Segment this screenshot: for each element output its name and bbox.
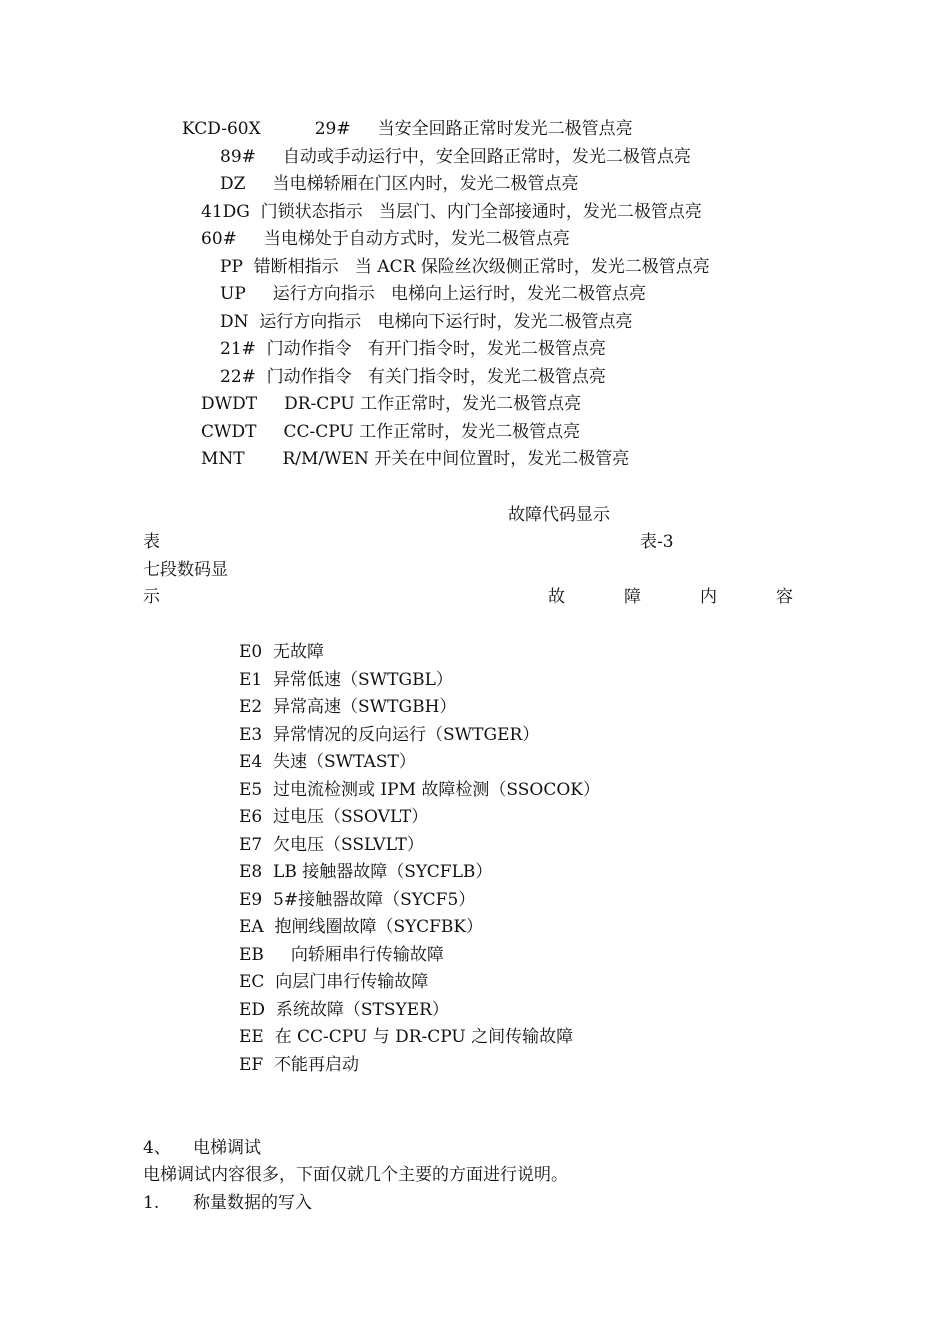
fault-code-row: E7 欠电压（SSLVLT） [239,835,424,855]
fault-code-row: E0 无故障 [239,642,325,662]
indicator-line-89: 89# 自动或手动运行中，安全回路正常时，发光二极管点亮 [220,147,691,167]
indicator-line-21: 21# 门动作指令 有开门指令时，发光二极管点亮 [220,339,606,359]
table-caption: 故障代码显示 [508,505,610,525]
section-intro: 电梯调试内容很多，下面仅就几个主要的方面进行说明。 [143,1165,568,1185]
table-header-col2-char: 内 [700,587,717,607]
table-header-col1-b: 示 [143,587,160,607]
indicator-line-dz: DZ 当电梯轿厢在门区内时，发光二极管点亮 [220,174,579,194]
fault-code-row: E1 异常低速（SWTGBL） [239,670,453,690]
fault-code-row: E2 异常高速（SWTGBH） [239,697,457,717]
indicator-line-dn: DN 运行方向指示 电梯向下运行时，发光二极管点亮 [220,312,633,332]
fault-code-row: E4 失速（SWTAST） [239,752,416,772]
fault-code-row: EE 在 CC-CPU 与 DR-CPU 之间传输故障 [239,1027,574,1047]
table-header-col2-char: 故 [548,587,565,607]
table-caption-prefix: 表 [143,532,160,552]
fault-code-row: EF 不能再启动 [239,1055,360,1075]
subsection-number: 1. [143,1193,160,1213]
section-number: 4、 [143,1138,171,1158]
indicator-line-cwdt: CWDT CC-CPU 工作正常时，发光二极管点亮 [201,422,581,442]
indicator-line-60: 60# 当电梯处于自动方式时，发光二极管点亮 [201,229,570,249]
indicator-line-pp: PP 错断相指示 当 ACR 保险丝次级侧正常时，发光二极管点亮 [220,257,710,277]
fault-code-row: E6 过电压（SSOVLT） [239,807,429,827]
indicator-line-up: UP 运行方向指示 电梯向上运行时，发光二极管点亮 [220,284,646,304]
fault-code-row: E5 过电流检测或 IPM 故障检测（SSOCOK） [239,780,600,800]
indicator-line-kcd60x: KCD-60X 29# 当安全回路正常时发光二极管点亮 [182,119,633,139]
subsection-title: 称量数据的写入 [193,1193,312,1213]
fault-code-row: EB 向轿厢串行传输故障 [239,945,444,965]
indicator-line-22: 22# 门动作指令 有关门指令时，发光二极管点亮 [220,367,606,387]
table-header-col2-char: 障 [624,587,641,607]
fault-code-row: E9 5#接触器故障（SYCF5） [239,890,476,910]
section-title: 电梯调试 [193,1138,261,1158]
indicator-line-mnt: MNT R/M/WEN 开关在中间位置时，发光二极管亮 [201,449,630,469]
indicator-line-41dg: 41DG 门锁状态指示 当层门、内门全部接通时，发光二极管点亮 [201,202,702,222]
fault-code-row: ED 系统故障（STSYER） [239,1000,449,1020]
table-number: 表-3 [640,532,674,552]
fault-code-row: E3 异常情况的反向运行（SWTGER） [239,725,540,745]
fault-code-row: EC 向层门串行传输故障 [239,972,429,992]
fault-code-row: E8 LB 接触器故障（SYCFLB） [239,862,493,882]
table-header-col2-char: 容 [776,587,793,607]
fault-code-row: EA 抱闸线圈故障（SYCFBK） [239,917,484,937]
table-header-col1-a: 七段数码显 [143,560,228,580]
indicator-line-dwdt: DWDT DR-CPU 工作正常时，发光二极管点亮 [201,394,582,414]
